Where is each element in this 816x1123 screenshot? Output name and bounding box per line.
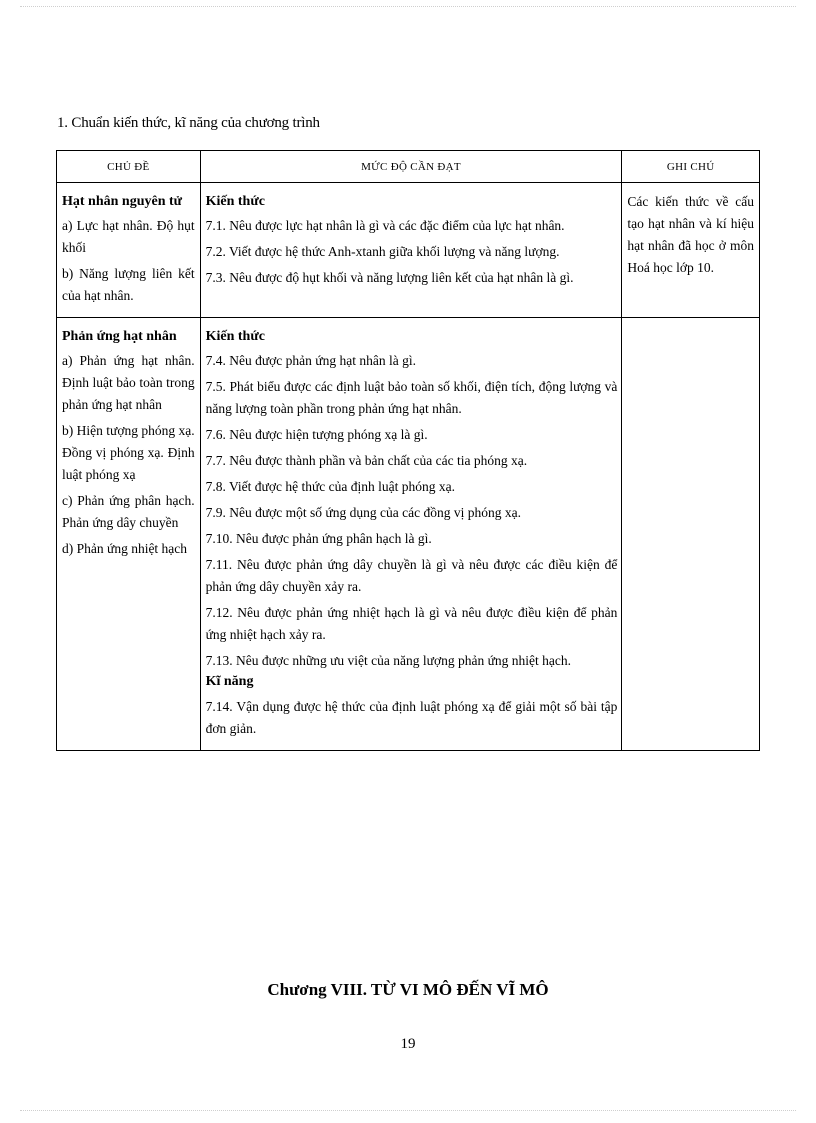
standards-table [56, 150, 760, 751]
header-topic: CHỦ ĐỀ [57, 151, 201, 183]
topic-title: Phản ứng hạt nhân [62, 329, 177, 344]
header-note: GHI CHÚ [622, 151, 760, 183]
requirement-item: 7.2. Viết được hệ thức Anh-xtanh giữa khối lượng và năng lượng. [205, 244, 560, 259]
requirement-item: 7.1. Nêu được lực hạt nhân là gì và các đặc điểm của lực hạt nhân. [205, 218, 565, 233]
topic-item: a) Phản ứng hạt nhân. Định luật bảo toàn trong phản ứng hạt nhân [62, 353, 195, 412]
section-heading: 1. Chuẩn kiến thức, kĩ năng của chương trình [57, 115, 320, 131]
page-number: 19 [400, 1036, 416, 1052]
requirement-item: 7.11. Nêu được phản ứng dây chuyền là gì và nêu được các điều kiện để phản ứng dây chuyền xảy ra. [205, 557, 618, 594]
requirement-item: 7.12. Nêu được phản ứng nhiệt hạch là gì và nêu được điều kiện để phản ứng nhiệt hạch xảy ra. [205, 605, 618, 642]
page-bottom-rule [20, 1110, 796, 1111]
note-text: Các kiến thức về cấu tạo hạt nhân và kí hiệu hạt nhân đã học ở môn Hoá học lớp 10. [627, 194, 754, 275]
note-cell [622, 318, 760, 751]
skill-item: 7.14. Vận dụng được hệ thức của định luật phóng xạ để giải một số bài tập đơn giản. [205, 699, 618, 736]
requirement-item: 7.10. Nêu được phản ứng phân hạch là gì. [205, 531, 432, 546]
topic-item: c) Phản ứng phân hạch. Phản ứng dây chuyền [62, 493, 195, 530]
topic-title: Hạt nhân nguyên tử [62, 194, 183, 209]
table-row [57, 183, 760, 318]
requirement-item: 7.9. Nêu được một số ứng dụng của các đồng vị phóng xạ. [205, 505, 521, 520]
topic-item: b) Hiện tượng phóng xạ. Đồng vị phóng xạ. Định luật phóng xạ [62, 423, 195, 482]
requirement-item: 7.4. Nêu được phản ứng hạt nhân là gì. [205, 353, 416, 368]
requirement-item: 7.6. Nêu được hiện tượng phóng xạ là gì. [205, 427, 428, 442]
knowledge-title: Kiến thức [205, 329, 265, 344]
page-top-rule [20, 6, 796, 7]
topic-item: a) Lực hạt nhân. Độ hụt khối [62, 218, 195, 255]
table-row [57, 318, 760, 751]
chapter-title: Chương VIII. TỪ VI MÔ ĐẾN VĨ MÔ [267, 980, 549, 999]
requirement-item: 7.8. Viết được hệ thức của định luật phóng xạ. [205, 479, 456, 494]
knowledge-title: Kiến thức [205, 194, 265, 209]
table-header-row [57, 151, 760, 183]
topic-item: d) Phản ứng nhiệt hạch [62, 541, 188, 556]
requirement-item: 7.7. Nêu được thành phần và bản chất của các tia phóng xạ. [205, 453, 528, 468]
topic-item: b) Năng lượng liên kết của hạt nhân. [62, 266, 195, 303]
requirement-item: 7.13. Nêu được những ưu việt của năng lượng phản ứng nhiệt hạch. [205, 653, 572, 668]
note-cell [622, 183, 760, 318]
requirement-cell [200, 183, 622, 318]
skills-title: Kĩ năng [205, 674, 254, 689]
requirement-cell [200, 318, 622, 751]
header-requirement: MỨC ĐỘ CẦN ĐẠT [200, 151, 622, 183]
topic-cell [57, 318, 201, 751]
requirement-item: 7.5. Phát biểu được các định luật bảo toàn số khối, điện tích, động lượng và năng lượng toàn phần trong phản ứng hạt nhân. [205, 379, 618, 416]
requirement-item: 7.3. Nêu được độ hụt khối và năng lượng liên kết của hạt nhân là gì. [205, 270, 574, 285]
topic-cell [57, 183, 201, 318]
